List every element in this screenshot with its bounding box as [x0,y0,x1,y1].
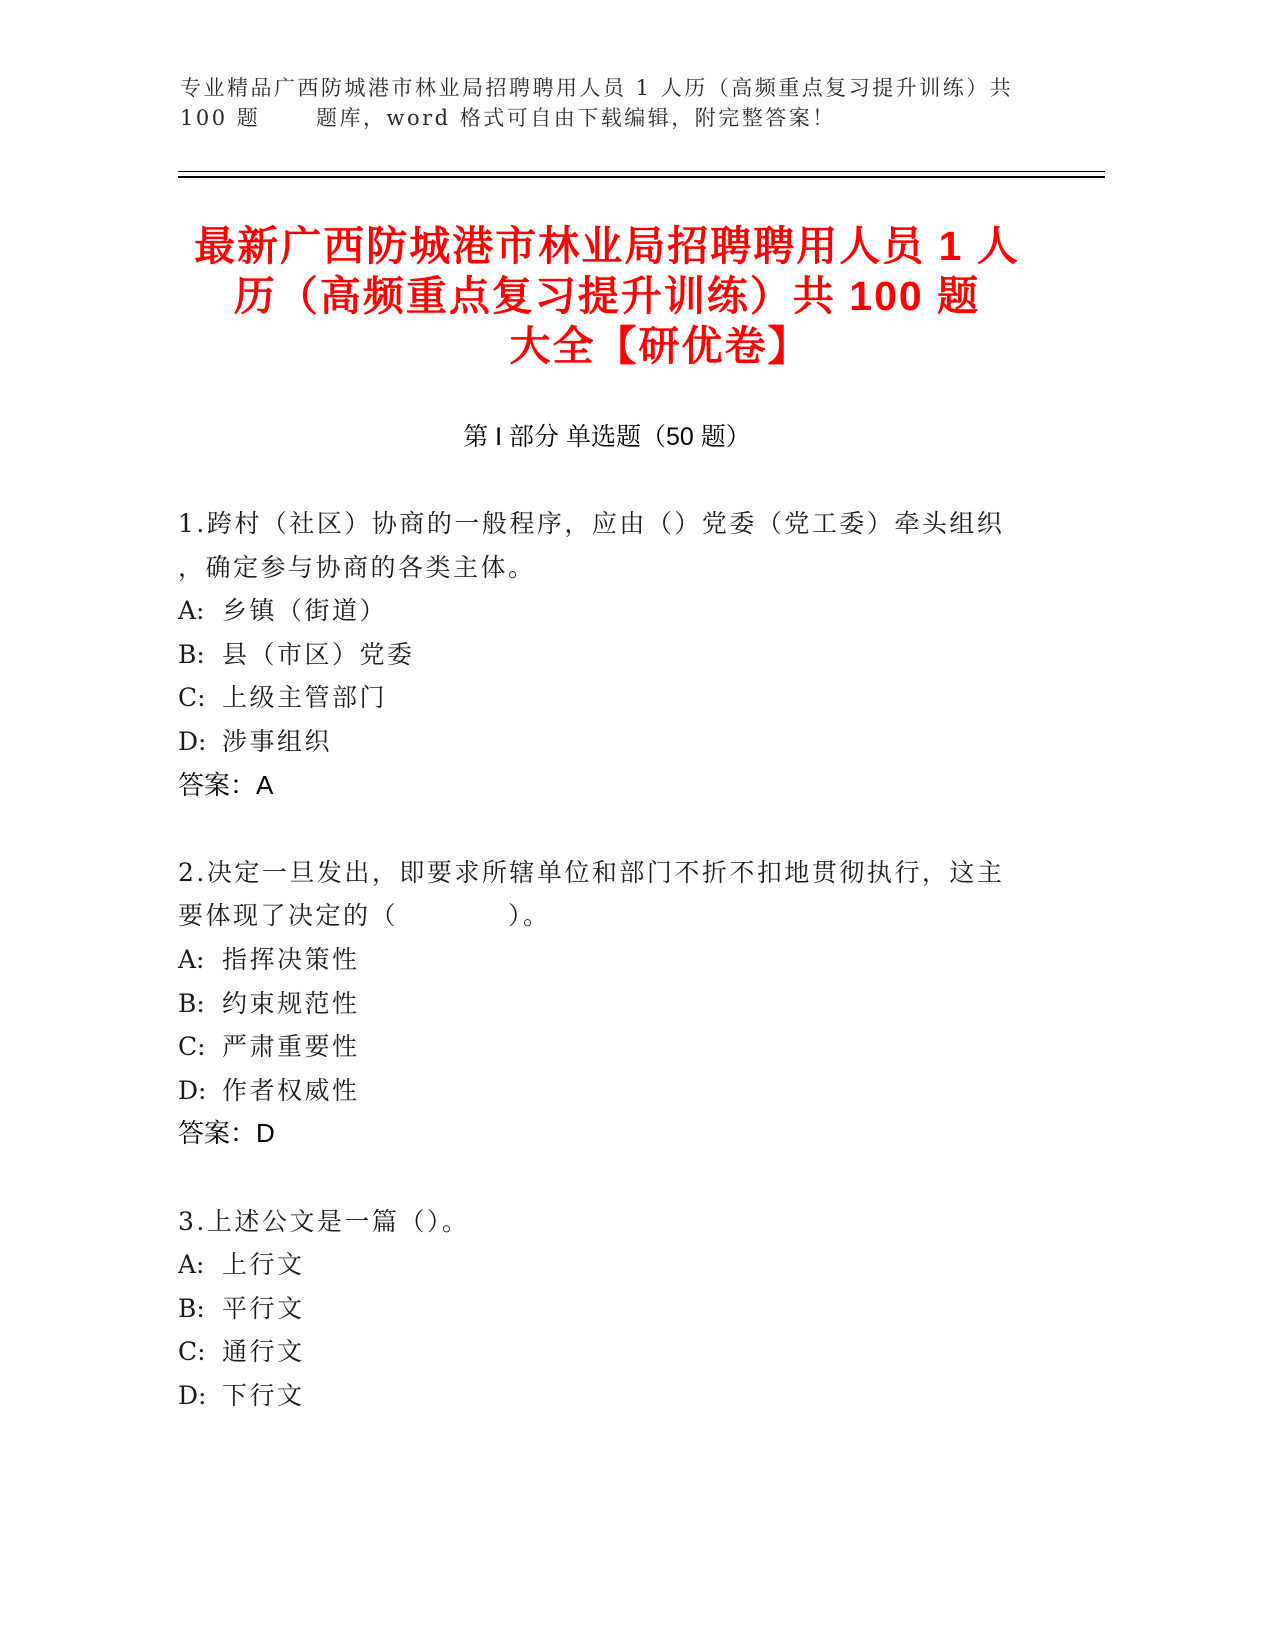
option-label: C: [178,1337,206,1367]
option-text: 县（市区）党委 [222,639,415,669]
question-text-line: 1.跨村（社区）协商的一般程序，应由（）党委（党工委）牵头组织 [178,509,1005,538]
option-text: 上级主管部门 [222,683,388,713]
header-line-2-start: 100 题 [180,106,261,130]
option-text: 作者权威性 [222,1075,360,1105]
question-text-line: ，确定参与协商的各类主体。 [178,552,536,582]
option-label: D: [178,1380,207,1410]
option-b [178,982,1118,1026]
question-1 [178,502,1118,807]
option-c [178,1025,1118,1069]
answer-label: 答案： [178,1118,257,1149]
option-label: D: [178,1075,207,1105]
option-b [178,1287,1118,1331]
option-text: 严肃重要性 [222,1032,360,1062]
option-text: 涉事组织 [222,726,333,756]
answer-label: 答案： [178,769,257,800]
title-line-2: 历（高频重点复习提升训练）共 100 题 [233,273,981,319]
question-2 [178,851,1118,1156]
option-d [178,1374,1118,1418]
option-text: 平行文 [222,1293,305,1323]
option-a [178,589,1118,633]
option-text: 下行文 [222,1380,305,1410]
option-d [178,720,1118,764]
option-c [178,676,1118,720]
header-line-2-end: 题库，word 格式可自由下载编辑，附完整答案！ [316,106,836,130]
option-text: 乡镇（街道） [222,596,388,626]
option-label: B: [178,1293,205,1323]
answer-line [178,1112,1118,1156]
title-line-1: 最新广西防城港市林业局招聘聘用人员 1 人 [194,223,1020,269]
answer-line [178,764,1118,808]
option-c [178,1330,1118,1374]
question-text-line: 2.决定一旦发出，即要求所辖单位和部门不折不扣地贯彻执行，这主 [178,857,1005,887]
section-heading: 第 I 部分 单选题（50 题） [463,423,751,451]
question-text-line: 要体现了决定的（ ）。 [178,901,551,931]
option-label: B: [178,988,205,1018]
header-rule-bottom [178,176,1105,178]
option-text: 约束规范性 [222,988,360,1018]
header-line-1: 专业精品广西防城港市林业局招聘聘用人员 1 人历（高频重点复习提升训练）共 [180,76,1014,100]
document-title [178,221,1036,371]
option-label: D: [178,726,207,756]
option-label: A: [178,596,205,626]
option-text: 指挥决策性 [222,944,360,974]
answer-value: A [256,769,274,800]
option-b [178,633,1118,677]
question-text-line: 3.上述公文是一篇（）。 [178,1206,470,1236]
option-label: A: [178,1250,205,1280]
question-list [178,502,1118,1461]
answer-value: D [256,1118,275,1149]
option-label: B: [178,639,205,669]
title-line-3: 大全【研优卷】 [509,323,811,369]
option-label: A: [178,944,205,974]
option-a [178,1243,1118,1287]
header-rule-top [178,171,1105,172]
option-label: C: [178,1032,206,1062]
option-a [178,938,1118,982]
question-3 [178,1200,1118,1418]
option-text: 通行文 [222,1337,305,1367]
option-text: 上行文 [222,1250,305,1280]
page-header [180,73,1120,133]
option-label: C: [178,683,206,713]
header-line-2 [180,103,1120,133]
option-d [178,1069,1118,1113]
